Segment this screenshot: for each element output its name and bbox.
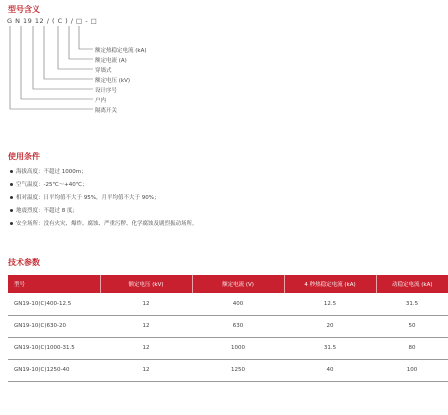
cell-thermal-current: 40 bbox=[284, 359, 376, 381]
header-rated-current: 额定电流 (V) bbox=[192, 275, 284, 293]
usage-item: 海拔高度：不超过 1000m； bbox=[10, 167, 87, 175]
cell-model: GN19-10(C)1000-31.5 bbox=[8, 337, 100, 359]
header-thermal-current: 4 秒热稳定电流 (kA) bbox=[284, 275, 376, 293]
bullet-icon bbox=[10, 209, 13, 212]
cell-dynamic-current: 31.5 bbox=[376, 293, 448, 315]
bullet-icon bbox=[10, 183, 13, 186]
cell-model: GN19-10(C)400-12.5 bbox=[8, 293, 100, 315]
header-dynamic-current: 动稳定电流 (kA) bbox=[376, 275, 448, 293]
table-row bbox=[8, 359, 448, 381]
cell-rated-current: 630 bbox=[192, 315, 284, 337]
label-rated-voltage: 额定电压 (kV) bbox=[95, 78, 130, 84]
cell-dynamic-current: 50 bbox=[376, 315, 448, 337]
cell-model: GN19-10(C)630-20 bbox=[8, 315, 100, 337]
bullet-icon bbox=[10, 222, 13, 225]
cell-rated-voltage: 12 bbox=[100, 359, 192, 381]
model-code: G N 19 12 / ( C ) / □ - □ bbox=[7, 17, 98, 25]
table-row bbox=[8, 293, 448, 315]
header-model: 型号 bbox=[8, 275, 100, 293]
cell-dynamic-current: 100 bbox=[376, 359, 448, 381]
label-disconnector: 隔离开关 bbox=[95, 108, 118, 114]
cell-thermal-current: 12.5 bbox=[284, 293, 376, 315]
bullet-icon bbox=[10, 170, 13, 173]
usage-item: 相对温度：日平均值不大于 95%，月平均值不大于 90%； bbox=[10, 193, 159, 201]
cell-thermal-current: 31.5 bbox=[284, 337, 376, 359]
usage-section-title: 使用条件 bbox=[8, 152, 40, 161]
cell-thermal-current: 20 bbox=[284, 315, 376, 337]
label-wall-type: 穿墙式 bbox=[95, 68, 112, 74]
label-design-number: 设计序号 bbox=[95, 88, 118, 94]
tech-section-title: 技术参数 bbox=[8, 258, 40, 267]
cell-rated-current: 1000 bbox=[192, 337, 284, 359]
table-header-row bbox=[8, 275, 448, 293]
cell-rated-voltage: 12 bbox=[100, 315, 192, 337]
label-rated-thermal-current: 额定热稳定电流 (kA) bbox=[95, 48, 147, 54]
usage-item: 空气温度：-25℃～+40℃； bbox=[10, 180, 87, 188]
model-section-title: 型号含义 bbox=[8, 5, 40, 14]
cell-rated-current: 1250 bbox=[192, 359, 284, 381]
tech-params-table bbox=[8, 275, 448, 382]
usage-item: 安全场所：没有火灾、爆炸、腐蚀、严重污秽、化学腐蚀及剧烈振动场所。 bbox=[10, 219, 198, 227]
label-indoor: 户内 bbox=[95, 98, 107, 104]
table-row bbox=[8, 337, 448, 359]
cell-dynamic-current: 80 bbox=[376, 337, 448, 359]
usage-item: 地震烈度：不超过 8 度； bbox=[10, 206, 78, 214]
cell-rated-voltage: 12 bbox=[100, 337, 192, 359]
header-rated-voltage: 额定电压 (kV) bbox=[100, 275, 192, 293]
bullet-icon bbox=[10, 196, 13, 199]
cell-rated-current: 400 bbox=[192, 293, 284, 315]
label-rated-current: 额定电流 (A) bbox=[95, 58, 127, 64]
table-row bbox=[8, 315, 448, 337]
cell-rated-voltage: 12 bbox=[100, 293, 192, 315]
cell-model: GN19-10(C)1250-40 bbox=[8, 359, 100, 381]
